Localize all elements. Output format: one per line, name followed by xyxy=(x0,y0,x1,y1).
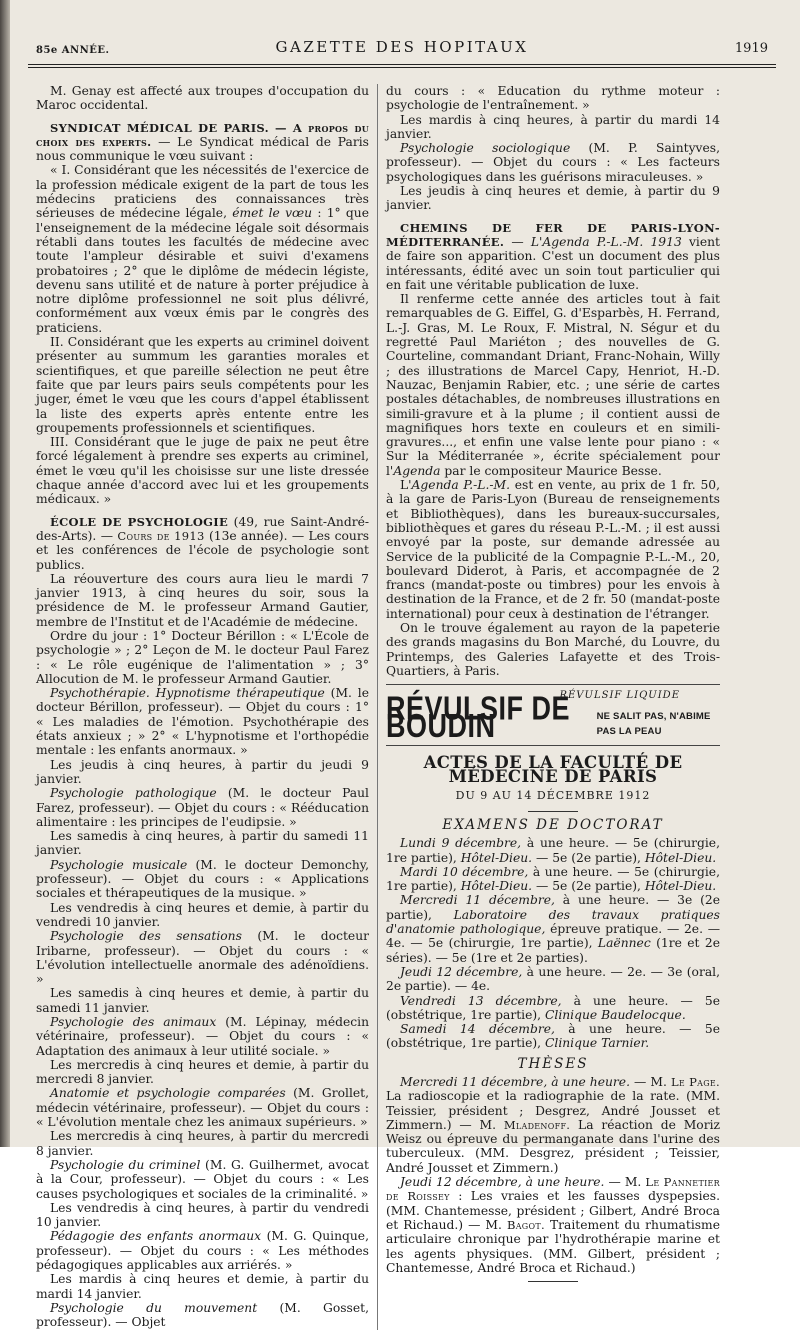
ad-claim: NE SALIT PAS, N'ABIME PAS LA PEAU xyxy=(596,711,711,737)
syndicat-paragraph: SYNDICAT MÉDICAL DE PARIS. — A propos du choix des experts. — Le Syndicat médical de Paris nous communique le vœu suivant : xyxy=(36,120,369,164)
ecole-paragraph: ÉCOLE DE PSYCHOLOGIE (49, rue Saint-André-des-Arts). — Cours de 1913 (13e année). — Les cours et les conférences de l'école de psychologie sont publics. xyxy=(36,514,370,572)
course-schedule: Les samedis à cinq heures et demie, à partir du samedi 11 janvier. xyxy=(36,986,369,1015)
syndicat-heading: SYNDICAT MÉDICAL DE PARIS. — A propos du choix des experts. xyxy=(36,120,369,149)
issue-number: 85e ANNÉE. xyxy=(36,45,110,56)
course-entry: Psychologie sociologique (M. P. Saintyves, professeur). — Objet du cours : « Les facteurs psychologiques dans les guérisons miraculeuses. » xyxy=(386,141,720,184)
exam-entry: Samedi 14 décembre, à une heure. — 5e (obstétrique, 1re partie), Clinique Tarnier. xyxy=(386,1022,720,1051)
course-schedule: Les jeudis à cinq heures et demie, à partir du 9 janvier. xyxy=(386,184,720,213)
end-divider xyxy=(528,1281,578,1282)
running-header xyxy=(28,0,776,58)
right-column xyxy=(378,84,728,1330)
course-entry: Psychologie des animaux (M. Lépinay, médecin vétérinaire, professeur). — Objet du cours : « Adaptation des animaux à leur utilité sociale. » xyxy=(36,1015,369,1058)
course-schedule: Les mardis à cinq heures, à partir du mardi 14 janvier. xyxy=(386,112,720,141)
exam-entry: Jeudi 12 décembre, à une heure. — 2e. — 3e (oral, 2e partie). — 4e. xyxy=(386,964,720,994)
header-rule xyxy=(28,64,776,68)
acts-heading: ACTES DE LA FACULTÉ DE MÉDECINE DE PARIS xyxy=(423,753,683,787)
divider xyxy=(528,811,578,812)
two-column-body xyxy=(28,84,776,1330)
course-schedule: Les vendredis à cinq heures, à partir du vendredi 10 janvier. xyxy=(36,1200,369,1230)
voeu-1: « I. Considérant que les nécessités de l'exercice de la profession médicale exigent de la part de tous les médecins praticiens des connaissances très sérieuses de médecine légale, émet le vœu : 1° que l'enseignement de la médecine légale soit désormais rétabli dans toutes les facultés de médecine avec toute l'ampleur désirable et suivi d'examens probatoires ; 2° que le diplôme de médecin légiste, devenu sans utilité et de nature à porter préjudice à notre diplôme professionnel ne soit plus délivré, conformément aux vœux émis par le congrès des praticiens. xyxy=(36,163,369,335)
journal-title: GAZETTE DES HOPITAUX xyxy=(275,38,529,56)
course-entry: Pédagogie des enfants anormaux (M. G. Quinque, professeur). — Objet du cours : « Les méthodes pédagogiques applicables aux arriérés. » xyxy=(36,1229,369,1273)
reouverture-paragraph: La réouverture des cours aura lieu le mardi 7 janvier 1913, à cinq heures du soir, sous la présidence de M. le professeur Armand Gautier, membre de l'Institut et de l'Académie de médecine. xyxy=(36,571,369,629)
exam-entry: Mercredi 11 décembre, à une heure. — 3e (2e partie), Laboratoire des travaux pratiques d'anatomie pathologique, épreuve pratique. — 2e. — 4e. — 5e (chirurgie, 1re partie), Laënnec (1re et 2e séries). — 5e (1re et 2e parties). xyxy=(386,893,721,965)
acts-dates: DU 9 AU 14 DÉCEMBRE 1912 xyxy=(455,788,651,802)
course-schedule: Les vendredis à cinq heures et demie, à partir du vendredi 10 janvier. xyxy=(36,900,369,929)
course-entry: Psychologie des sensations (M. le docteur Iribarne, professeur). — Objet du cours : « L'évolution intellectuelle anormale des adénoïdiens. » xyxy=(36,929,369,987)
course-schedule: Les jeudis à cinq heures, à partir du jeudi 9 janvier. xyxy=(36,757,369,786)
chemins-paragraph: CHEMINS DE FER DE PARIS-LYON-MÉDITERRANÉE. — L'Agenda P.-L.-M. 1913 vient de faire son apparition. C'est un document des plus intéressants, édité avec un soin tout particulier qui en fait une véritable publication de luxe. xyxy=(386,220,720,292)
theses-heading: THÈSES xyxy=(517,1055,589,1072)
these-entry: Jeudi 12 décembre, à une heure. — M. Le Pannetier de Roissey : Les vraies et les fausses dyspepsies. (MM. Chantemesse, président ; Gilbert, André Broca et Richaud.) — M. Bagot. Traitement du rhumatisme articulaire chronique par l'hydrothérapie marine et les agents physiques. (MM. Gilbert, président ; Chantemesse, André Broca et Richaud.) xyxy=(386,1175,721,1275)
examens-heading: EXAMENS DE DOCTORAT xyxy=(442,816,664,833)
voeu-2: II. Considérant que les experts au criminel doivent présenter au summum les garanties morales et scientifiques, et que pareille sélection ne peut être faite que par leurs pairs seuls compétents pour les juger, émet le vœu que les cours d'appel établissent la liste des experts après entente entre les groupements professionnels et scientifiques. xyxy=(36,335,369,435)
exam-entry: Mardi 10 décembre, à une heure. — 5e (chirurgie, 1re partie), Hôtel-Dieu. — 5e (2e partie), Hôtel-Dieu. xyxy=(386,864,720,894)
course-schedule: Les samedis à cinq heures, à partir du samedi 11 janvier. xyxy=(36,829,369,858)
exam-entry: Lundi 9 décembre, à une heure. — 5e (chirurgie, 1re partie), Hôtel-Dieu. — 5e (2e partie), Hôtel-Dieu. xyxy=(386,836,720,865)
course-entry: Psychologie du mouvement (M. Gosset, professeur). — Objet xyxy=(36,1300,369,1330)
course-entry: Psychothérapie. Hypnotisme thérapeutique (M. le docteur Bérillon, professeur). — Objet du cours : 1° « Les maladies de l'émotion. Psychothérapie des états anxieux ; » 2° « L'hypnotisme et l'orthopédie mentale : les enfants anormaux. » xyxy=(36,686,369,758)
course-continuation: du cours : « Education du rythme moteur : psychologie de l'entraînement. » xyxy=(386,84,720,113)
year: 1919 xyxy=(734,41,768,56)
vente-paragraph: L'Agenda P.-L.-M. est en vente, au prix de 1 fr. 50, à la gare de Paris-Lyon (Bureau de renseignements et Bibliothèques), dans les bureaux-succursales, bibliothèques et gares du réseau P.-L.-M. ; il est aussi envoyé par la poste, sur demande adressée au Service de la publicité de la Compagnie P.-L.-M., 20, boulevard Diderot, à Paris, et accompagnée de 2 francs (mandat-poste ou timbres) pour les envois à destination de la France, et de 2 fr. 50 (mandat-poste international) pour ceux à destination de l'étranger. xyxy=(386,478,721,621)
course-schedule: Les mercredis à cinq heures et demie, à partir du mercredi 8 janvier. xyxy=(36,1057,369,1087)
ecole-heading: ÉCOLE DE PSYCHOLOGIE xyxy=(50,514,229,529)
ad-brand: RÉVULSIF DE BOUDIN xyxy=(386,689,571,746)
scan-binding-shadow xyxy=(0,0,10,1147)
ordre-du-jour: Ordre du jour : 1° Docteur Bérillon : « L'École de psychologie » ; 2° Leçon de M. le docteur Paul Farez : « Le rôle eugénique de l'alimentation » ; 3° Allocution de M. le professeur Armand Gautier. xyxy=(36,628,369,686)
trouve-paragraph: On le trouve également au rayon de la papeterie des grands magasins du Bon Marché, du Louvre, du Printemps, des Galeries Lafayette et des Trois-Quartiers, à Paris. xyxy=(386,620,720,678)
these-entry: Mercredi 11 décembre, à une heure. — M. Le Page. La radioscopie et la radiographie de la rate. (MM. Teissier, président ; Desgrez, André Jousset et Zimmern.) — M. Mladenoff. La réaction de Moriz Weisz ou épreuve du permanganate dans l'urine des tuberculeux. (MM. Desgrez, président ; Teissier, André Jousset et Zimmern.) xyxy=(386,1075,721,1175)
left-column xyxy=(28,84,378,1330)
course-entry: Psychologie pathologique (M. le docteur Paul Farez, professeur). — Objet du cours : « Rééducation alimentaire : les principes de l'eudipsie. » xyxy=(36,786,369,829)
intro-paragraph: M. Genay est affecté aux troupes d'occupation du Maroc occidental. xyxy=(36,84,369,113)
course-schedule: Les mercredis à cinq heures, à partir du mercredi 8 janvier. xyxy=(36,1129,369,1158)
course-schedule: Les mardis à cinq heures et demie, à partir du mardi 14 janvier. xyxy=(36,1272,369,1301)
revulsif-advertisement xyxy=(386,684,720,746)
course-entry: Psychologie musicale (M. le docteur Demonchy, professeur). — Objet du cours : « Applications sociales et thérapeutiques de la musique. » xyxy=(36,857,369,901)
course-entry: Psychologie du criminel (M. G. Guilhermet, avocat à la Cour, professeur). — Objet du cours : « Les causes psychologiques et sociales de la criminalité. » xyxy=(36,1157,369,1201)
ad-tagline: RÉVULSIF LIQUIDE xyxy=(559,690,680,702)
chemins-heading: CHEMINS DE FER DE PARIS-LYON-MÉDITERRANÉE. xyxy=(386,220,720,249)
course-entry: Anatomie et psychologie comparées (M. Grollet, médecin vétérinaire, professeur). — Objet du cours : « L'évolution mentale chez les animaux supérieurs. » xyxy=(36,1086,370,1130)
renferme-paragraph: Il renferme cette année des articles tout à fait remarquables de G. Eiffel, G. d'Esparbès, H. Ferrand, L.-J. Gras, M. Le Roux, F. Mistral, N. Ségur et du regretté Paul Mariéton ; des nouvelles de G. Courteline, commandant Driant, Franc-Nohain, Willy ; des illustrations de Marcel Capy, Henriot, H.-D. Nauzac, Benjamin Rabier, etc. ; une série de cartes postales détachables, de nombreuses illustrations en simili-gravure et à la plume ; il contient aussi de magnifiques hors texte en couleurs et en simili-gravures..., et enfin une valse lente pour piano : « Sur la Méditerranée », écrite spécialement pour l'Agenda par le compositeur Maurice Besse. xyxy=(386,292,720,478)
exam-entry: Vendredi 13 décembre, à une heure. — 5e (obstétrique, 1re partie), Clinique Baudelocque. xyxy=(386,993,721,1022)
voeu-3: III. Considérant que le juge de paix ne peut être forcé légalement à prendre ses experts au criminel, émet le vœu qu'il les choisisse sur une liste dressée chaque année d'accord avec lui et les groupements médicaux. » xyxy=(36,435,369,507)
